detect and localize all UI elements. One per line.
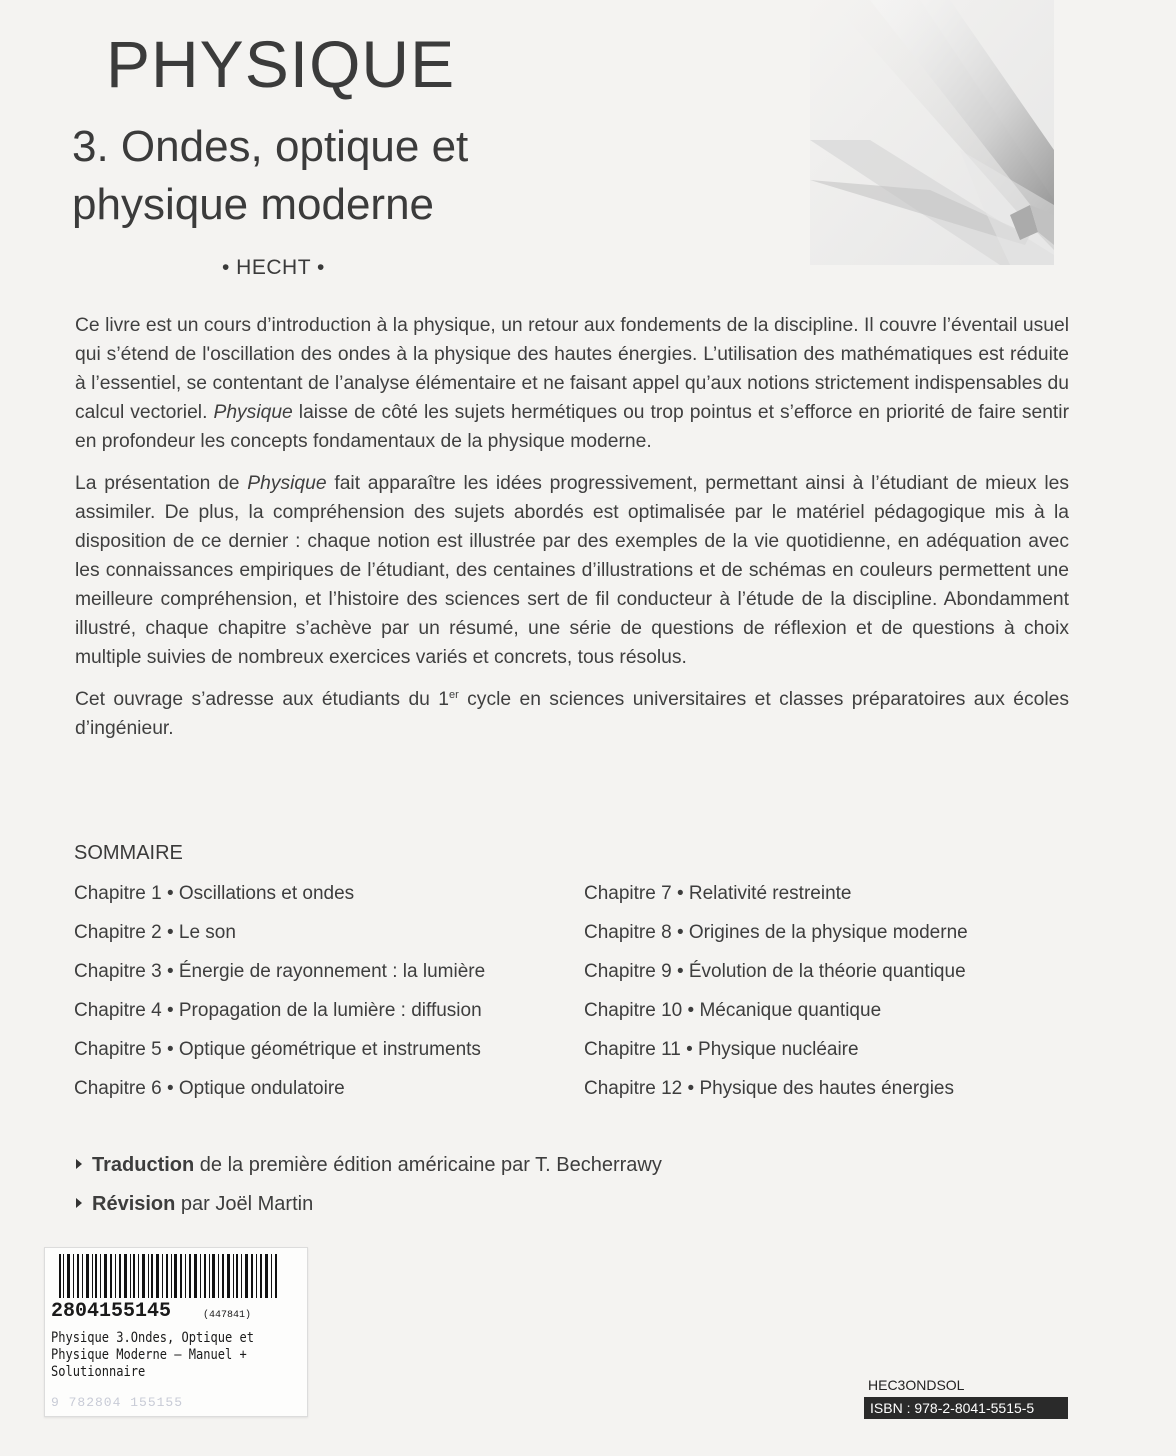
chapter-item: Chapitre 11 • Physique nucléaire <box>584 1039 859 1060</box>
chapter-item: Chapitre 2 • Le son <box>74 922 236 943</box>
credits <box>76 1146 662 1224</box>
page-title: PHYSIQUE <box>106 27 456 101</box>
author: • HECHT • <box>222 256 325 279</box>
chapter-item: Chapitre 7 • Relativité restreinte <box>584 883 852 904</box>
chapter-item: Chapitre 3 • Énergie de rayonnement : la lumière <box>74 961 486 982</box>
chapter-item: Chapitre 12 • Physique des hautes énergies <box>584 1078 954 1099</box>
chapter-item: Chapitre 4 • Propagation de la lumière : diffusion <box>74 1000 482 1021</box>
chapter-item: Chapitre 9 • Évolution de la théorie quantique <box>584 961 966 982</box>
reference-code: HEC3ONDSOL <box>868 1377 965 1393</box>
isbn-band: ISBN : 978-2-8041-5515-5 <box>864 1397 1068 1419</box>
description <box>75 311 1069 756</box>
sticker-code-secondary: (447841) <box>203 1310 252 1321</box>
chapter-item: Chapitre 8 • Origines de la physique moderne <box>584 922 968 943</box>
sticker-code: 2804155145 <box>51 1300 172 1323</box>
triangle-bullet-icon <box>76 1198 82 1208</box>
sommaire-title: SOMMAIRE <box>74 842 183 864</box>
chapter-item: Chapitre 5 • Optique géométrique et instruments <box>74 1039 481 1060</box>
description-paragraph-1: Ce livre est un cours d’introduction à la physique, un retour aux fondements de la discipline. Il couvre l’éventail usuel qui s’étend de l'oscillation des ondes à la physique des hautes énergies. L’utilisation des mathématiques est réduite à l’essentiel, se contentant de l’analyse élémentaire et ne faisant appel qu’aux notions strictement indispensables du calcul vectoriel. Physique laisse de côté les sujets hermétiques ou trop pointus et s’efforce en priorité de faire sentir en profondeur les concepts fondamentaux de la physique moderne. <box>75 315 1069 452</box>
credit-revision: Révision par Joël Martin <box>76 1185 662 1224</box>
chapter-item: Chapitre 10 • Mécanique quantique <box>584 1000 882 1021</box>
barcode-icon <box>59 1254 295 1298</box>
cover-prism-image <box>810 0 1054 265</box>
description-paragraph-2: La présentation de Physique fait apparaître les idées progressivement, permettant ainsi à l’étudiant de mieux les assimiler. De plus, la compréhension des sujets abordés est optimalisée par le matériel pédagogique mis à la disposition de ce dernier : chaque notion est illustrée par des exemples de la vie quotidienne, en adéquation avec les connaissances empiriques de l’étudiant, des centaines d’illustrations et de schémas en couleurs permettent une meilleure compréhension, et l’histoire des sciences sert de fil conducteur à l’étude de la discipline. Abondamment illustré, chaque chapitre s’achève par un résumé, une série de questions de réflexion et de questions à choix multiple suivies de nombreux exercices variés et concrets, tous résolus. <box>75 473 1070 668</box>
sticker-ghost-number: 9 782804 155155 <box>51 1395 184 1410</box>
price-sticker <box>44 1247 308 1417</box>
triangle-bullet-icon <box>76 1159 82 1169</box>
description-paragraph-3: Cet ouvrage s’adresse aux étudiants du 1er cycle en sciences universitaires et classes préparatoires aux écoles d’ingénieur. <box>75 689 1069 739</box>
chapter-item: Chapitre 1 • Oscillations et ondes <box>74 883 355 904</box>
chapter-item: Chapitre 6 • Optique ondulatoire <box>74 1078 345 1099</box>
sticker-description: Physique 3.Ondes, Optique et Physique Moderne – Manuel + Solutionnaire <box>51 1330 254 1380</box>
sommaire-column-right <box>584 874 968 1108</box>
page-subtitle: 3. Ondes, optique et physique moderne <box>72 122 469 229</box>
sommaire-column-left <box>74 874 485 1108</box>
credit-translation: Traduction de la première édition américaine par T. Becherrawy <box>76 1146 662 1185</box>
